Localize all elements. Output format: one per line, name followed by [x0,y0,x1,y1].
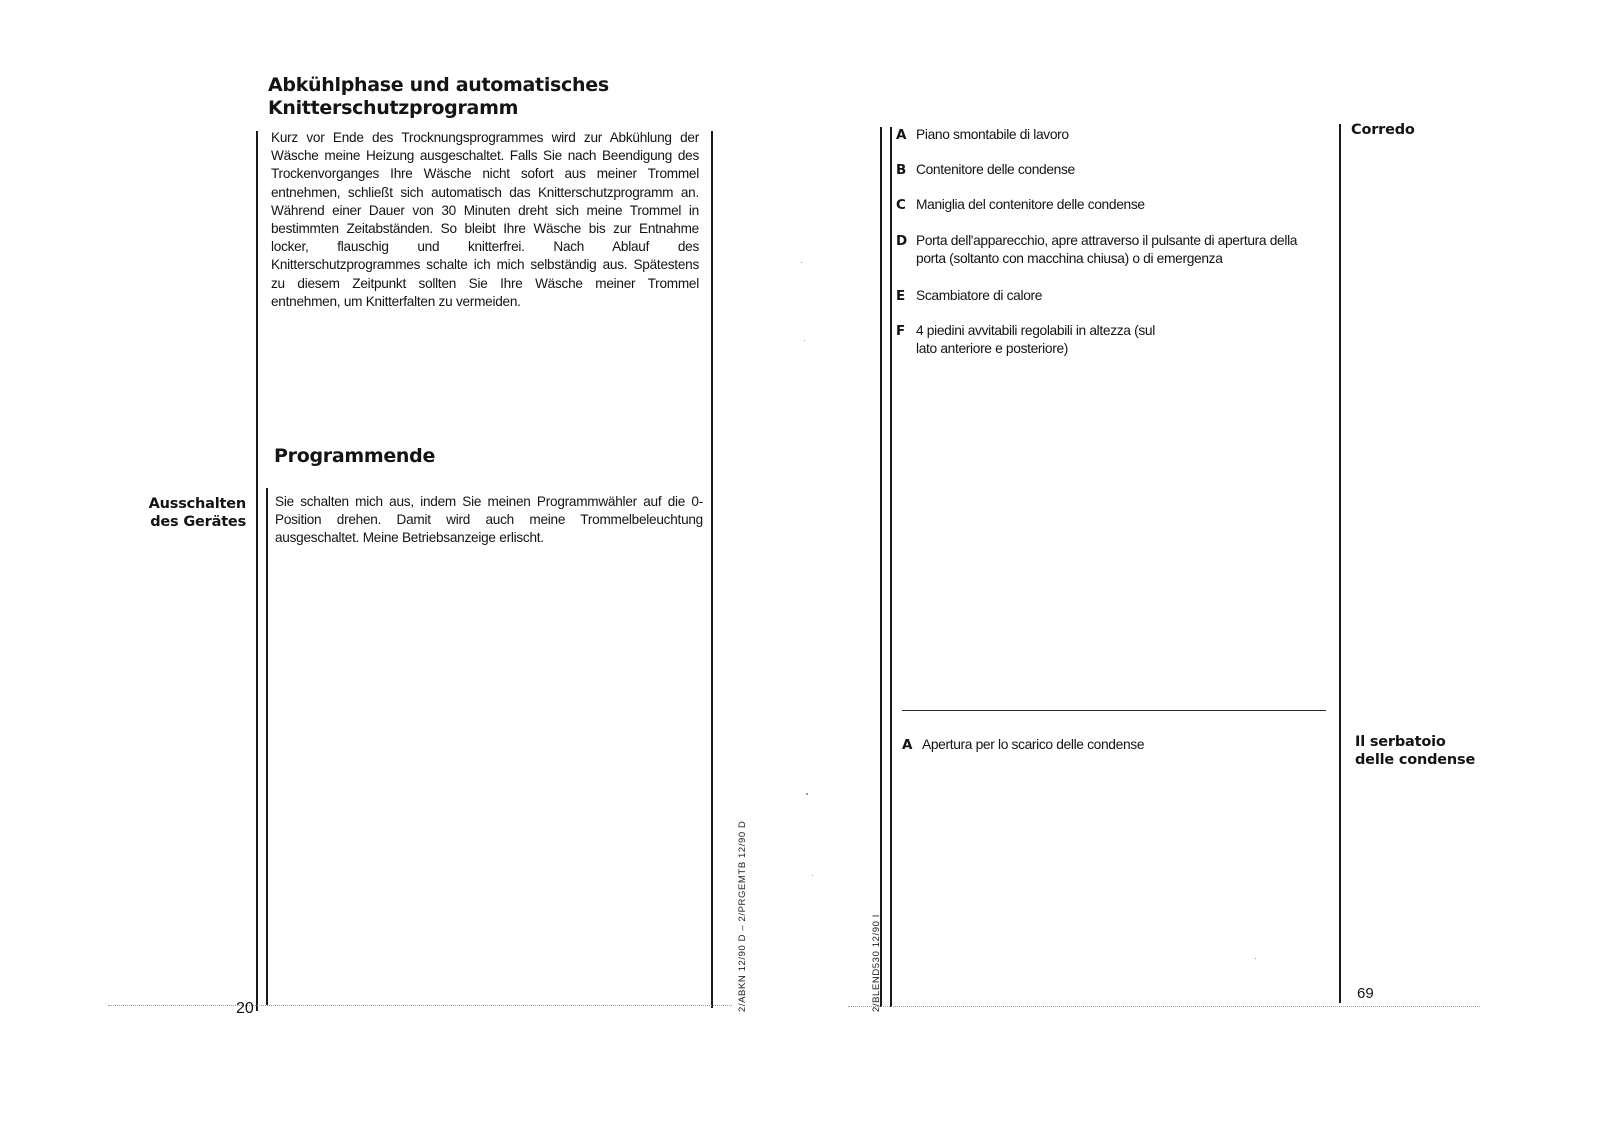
legend-key: E [896,288,906,304]
legend-text: Piano smontabile di lavoro [916,127,1069,142]
margin-label-condensate-tank [1355,733,1475,769]
legend-key: A [896,127,907,143]
legend-key: C [896,197,906,213]
footer-rule-left [108,1005,732,1006]
legend-item [896,161,1316,179]
legend-item [896,232,1306,268]
print-code-right: 2/BLEND530 12/90 I [871,914,882,1012]
legend-text: 4 piedini avvitabili regolabili in altezza (sul lato anteriore e posteriore) [916,323,1155,356]
legend-item [896,322,1316,358]
subheading-program-end: Programmende [274,445,436,467]
column-rule-left [256,131,258,1011]
margin-label-equipment: Corredo [1351,122,1415,138]
legend-item [902,736,1322,754]
legend-key: D [896,233,908,249]
body-paragraph-switch-off: Sie schalten mich aus, indem Sie meinen Programmwähler auf die 0-Position drehen. Damit wird auch meine Trommelbeleuchtung ausgeschaltet. Meine Betriebsanzeige erlischt. [275,494,703,546]
legend-key: F [896,323,906,339]
margin-label-line2: des Gerätes [150,514,246,530]
section-heading-line2: Knitterschutzprogramm [268,97,519,119]
body-paragraph-cooling: Kurz vor Ende des Trocknungsprogrammes wird zur Abkühlung der Wäsche meine Heizung ausgeschaltet. Falls Sie nach Beendigung des Trockenvorganges Ihre Wäsche nicht sofort aus meiner Trommel entnehmen, schließt sich automatisch das Knitterschutzprogramm an. Während einer Dauer von 30 Minuten dreht sich meine Trommel in bestimmten Zeitabständen. So bleibt Ihre Wäsche bis zur Entnahme locker, flauschig und knitterfrei. Nach Ablauf des Knitterschutzprogrammes schalte ich mich selbständig aus. Spätestens zu diesem Zeitpunkt sollten Sie Ihre Wäsche meiner Trommel entnehmen, um Knitterfalten zu vermeiden. [271,130,699,309]
print-code-left: 2/ABKN 12/90 D – 2/PRGEMTB 12/90 D [737,820,748,1012]
legend-key: A [902,737,913,753]
scan-speck [806,793,808,795]
column-rule-right-page-edge [880,127,882,1007]
legend-text: Porta dell'apparecchio, apre attraverso il pulsante di apertura della porta (soltanto con macchina chiusa) o di emergenza [916,233,1298,266]
legend-text: Apertura per lo scarico delle condense [922,737,1145,752]
page-number-right: 69 [1357,985,1374,1002]
scan-speck [1255,958,1256,959]
legend-item [896,196,1316,214]
margin-label-line1: Ausschalten [148,496,246,512]
column-rule-left-inner [266,488,268,1005]
margin-label-switch-off [132,495,246,531]
column-rule-right [1339,124,1341,1003]
margin-label-line1: Il serbatoio [1355,734,1446,750]
footer-rule-right [848,1006,1480,1007]
column-rule-left-page-edge [711,131,713,1008]
legend-item [896,287,1316,305]
section-heading-line1: Abkühlphase und automatisches [268,74,609,96]
legend-text: Maniglia del contenitore delle condense [916,197,1145,212]
page-number-left: 20 [236,1000,254,1017]
section-heading [268,74,609,120]
scan-speck [801,262,802,263]
legend-text: Scambiatore di calore [916,288,1043,303]
section-divider [902,710,1326,711]
legend-text: Contenitore delle condense [916,162,1075,177]
scan-speck [812,875,813,876]
scan-speck [804,340,805,341]
margin-label-line2: delle condense [1355,752,1476,768]
legend-key: B [896,162,907,178]
column-rule-right-inner [890,127,892,1007]
legend-item [896,126,1316,144]
